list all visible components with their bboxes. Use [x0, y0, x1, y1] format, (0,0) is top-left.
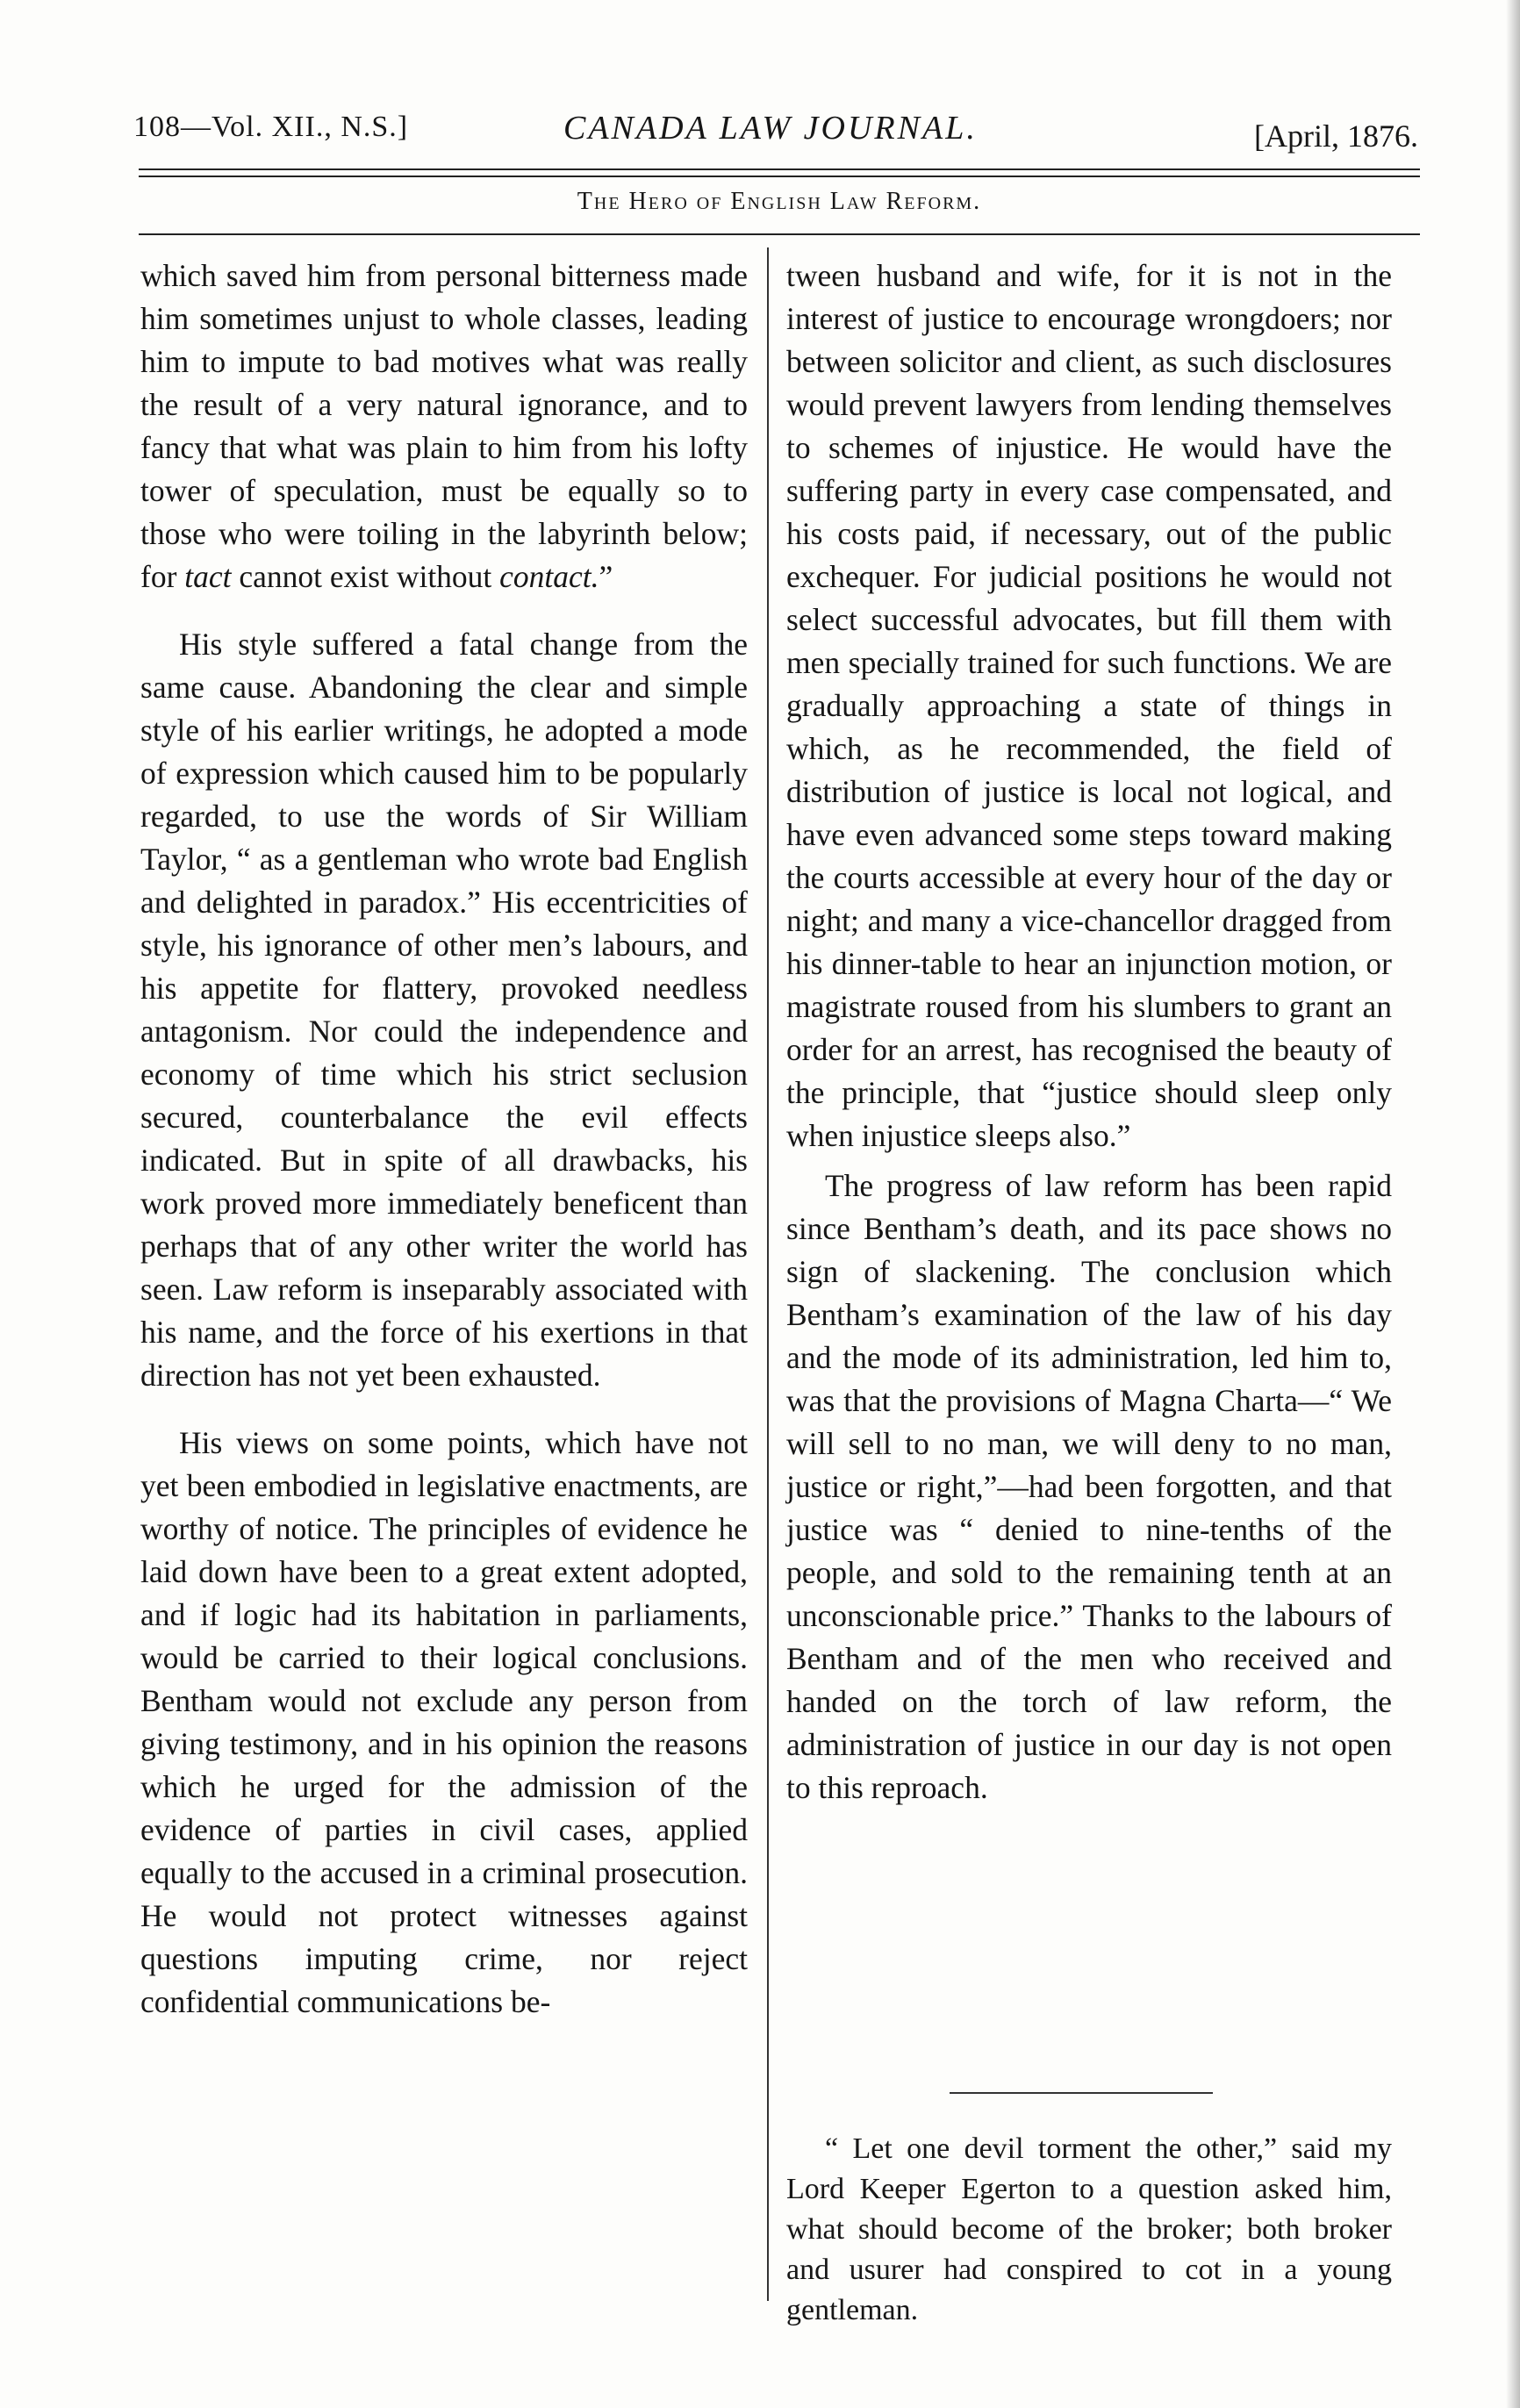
header-rule-top — [139, 168, 1420, 170]
right-paragraph-1: tween husband and wife, for it is not in the interest of justice to encourage wrongdoers; nor between solicitor and client, as such disclosures would prevent lawyers from lending themselves to schemes of injustice. He would have the suffering party in every case compensated, and his costs paid, if necessary, out of the public exchequer. For judicial positions he would not select successful advocates, but fill them with men specially trained for such functions. We are gradually approaching a state of things in which, as he recommended, the field of distribution of justice is local not logical, and have even advanced some steps toward making the courts accessible at every hour of the day or night; and many a vice-chancellor dragged from his dinner-table to hear an injunction motion, or magistrate roused from his slumbers to grant an order for an arrest, has recognised the beauty of the principle, that “justice should sleep only when injustice sleeps also.” — [786, 258, 1392, 1153]
right-paragraph-2: The progress of law reform has been rapid since Bentham’s death, and its pace shows no sign of slackening. The conclusion which Bentham’s examination of the law of his day and the mode of its administration, led him to, was that the provisions of Magna Charta—“ We will sell to no man, we will deny to no man, justice or right,”—had been forgotten, and that justice was “ denied to nine-tenths of the people, and sold to the remaining tenth at an unconscionable price.” Thanks to the labours of Bentham and of the men who received and handed on the torch of law reform, the administration of justice in our day is not open to this reproach. — [786, 1168, 1392, 1805]
journal-title: CANADA LAW JOURNAL. — [563, 110, 978, 147]
right-column — [786, 254, 1392, 1810]
left-paragraph-1: which saved him from personal bitterness made him sometimes unjust to whole classes, leading him to impute to bad motives what was really the result of a very natural ignorance, and to fancy that what was plain to him from his lofty tower of speculation, must be equally so to those who were toiling in the labyrinth below; for tact cannot exist without contact.” — [140, 258, 748, 594]
page-volume-reference: 108—Vol. XII., N.S.] — [133, 111, 409, 143]
anecdote-section — [786, 2129, 1392, 2331]
italic-word-contact: contact. — [499, 559, 599, 594]
left-paragraph-3: His views on some points, which have not yet been embodied in legislative enactments, are worthy of notice. The principles of evidence he laid down have been to a great extent adopted, and if logic had its habitation in parliaments, would be carried to their logical conclusions. Bentham would not exclude any person from giving testimony, and in his opinion the reasons which he urged for the admission of the evidence of parties in civil cases, applied equally to the accused in a criminal prosecution. He would not protect witnesses against questions imputing crime, nor reject confidential communications be- — [140, 1425, 748, 2019]
running-header — [133, 104, 1418, 156]
italic-word-tact: tact — [184, 559, 232, 594]
left-paragraph-2: His style suffered a fatal change from the same cause. Abandoning the clear and simple style of his earlier writings, he adopted a mode of expression which caused him to be popularly regarded, to use the words of Sir William Taylor, “ as a gentleman who wrote bad English and delighted in paradox.” His eccentricities of style, his ignorance of other men’s labours, and his appetite for flattery, provoked needless antagonism. Nor could the independence and economy of time which his strict seclusion secured, counterbalance the evil effects indicated. But in spite of all drawbacks, his work proved more immediately beneficent than perhaps that of any other writer the world has seen. Law reform is inseparably associated with his name, and the force of his exertions in that direction has not yet been exhausted. — [140, 627, 748, 1393]
subheading-rule — [139, 233, 1420, 235]
anecdote-paragraph: “ Let one devil torment the other,” said my Lord Keeper Egerton to a question asked him, what should become of the broker; both broker and usurer had conspired to cot in a young gentleman. — [786, 2132, 1392, 2326]
issue-date: [April, 1876. — [1254, 118, 1418, 154]
header-rule-bottom — [139, 176, 1420, 177]
column-divider — [767, 247, 769, 2301]
left-column — [140, 254, 748, 2024]
section-separator — [950, 2092, 1213, 2094]
article-subheading: The Hero of English Law Reform. — [577, 188, 982, 215]
page-edge-shadow — [1506, 0, 1520, 2408]
